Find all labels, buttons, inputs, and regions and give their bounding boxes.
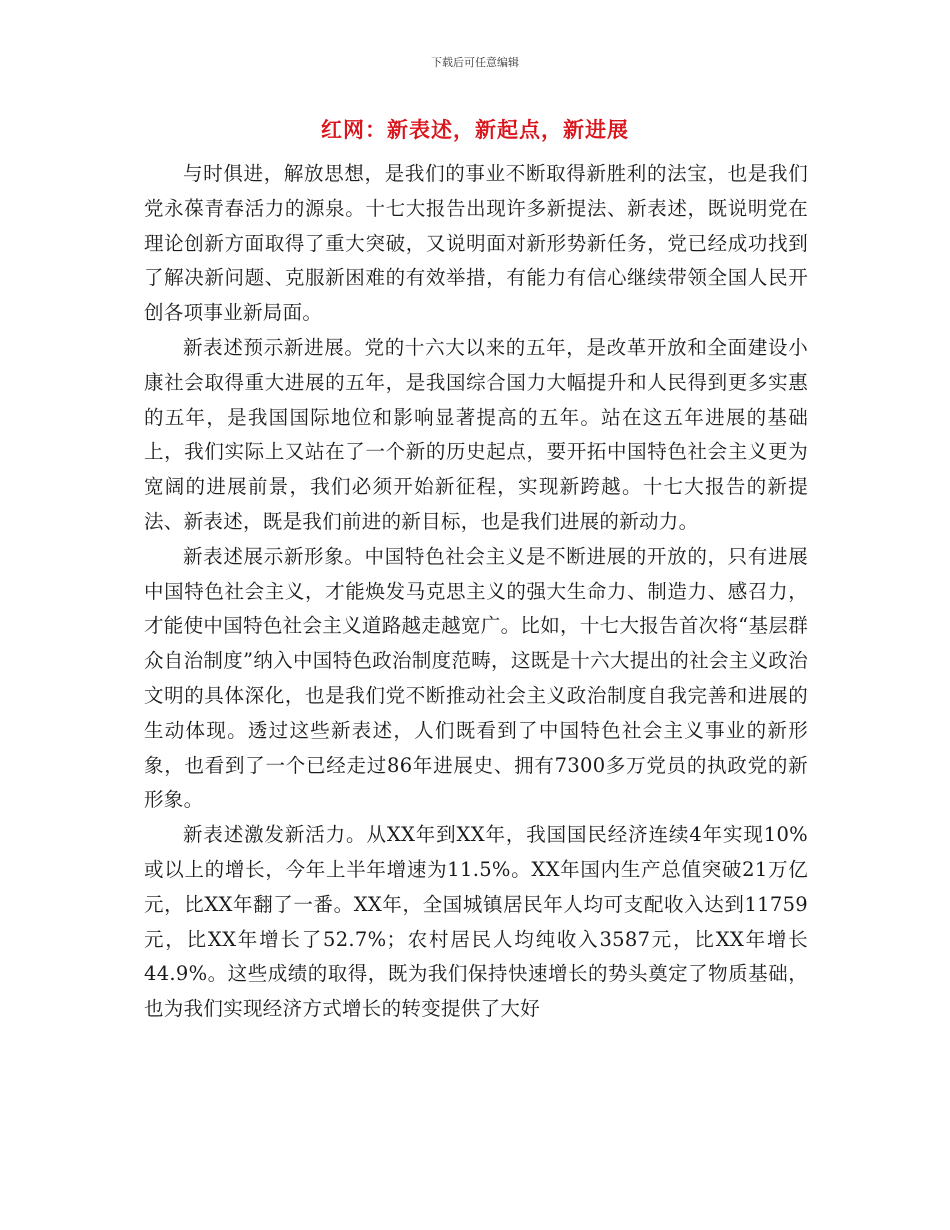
document-title: 红网：新表述，新起点，新进展 <box>321 117 629 142</box>
paragraph-4: 新表述激发新活力。从XX年到XX年，我国国民经济连续4年实现10%或以上的增长，今年上半年增速为11.5%。XX年国内生产总值突破21万亿元，比XX年翻了一番。XX年，全国城镇居民年人均可支配收入达到11759元，比XX年增长了52.7%；农村居民人均纯收入3587元，比XX年增长44.9%。这些成绩的取得，既为我们保持快速增长的势头奠定了物质基础，也为我们实现经济方式增长的转变提供了大好 <box>144 823 808 1021</box>
paragraph-1: 与时俱进，解放思想，是我们的事业不断取得新胜利的法宝，也是我们党永葆青春活力的源泉。十七大报告出现许多新提法、新表述，既说明党在理论创新方面取得了重大突破，又说明面对新形势新任务，党已经成功找到了解决新问题、克服新困难的有效举措，有能力有信心继续带领全国人民开创各项事业新局面。 <box>144 162 808 325</box>
document-body <box>144 157 808 1027</box>
paragraph-3: 新表述展示新形象。中国特色社会主义是不断进展的开放的，只有进展中国特色社会主义，才能焕发马克思主义的强大生命力、制造力、感召力，才能使中国特色社会主义道路越走越宽广。比如，十七大报告首次将“基层群众自治制度”纳入中国特色政治制度范畴，这既是十六大提出的社会主义政治文明的具体深化，也是我们党不断推动社会主义政治制度自我完善和进展的生动体现。透过这些新表述，人们既看到了中国特色社会主义事业的新形象，也看到了一个已经走过86年进展史、拥有7300多万党员的执政党的新形象。 <box>144 544 808 812</box>
page-header-note: 下载后可任意编辑 <box>431 56 519 69</box>
paragraph-2: 新表述预示新进展。党的十六大以来的五年，是改革开放和全面建设小康社会取得重大进展的五年，是我国综合国力大幅提升和人民得到更多实惠的五年，是我国国际地位和影响显著提高的五年。站在这五年进展的基础上，我们实际上又站在了一个新的历史起点，要开拓中国特色社会主义更为宽阔的进展前景，我们必须开始新征程，实现新跨越。十七大报告的新提法、新表述，既是我们前进的新目标，也是我们进展的新动力。 <box>144 335 808 533</box>
